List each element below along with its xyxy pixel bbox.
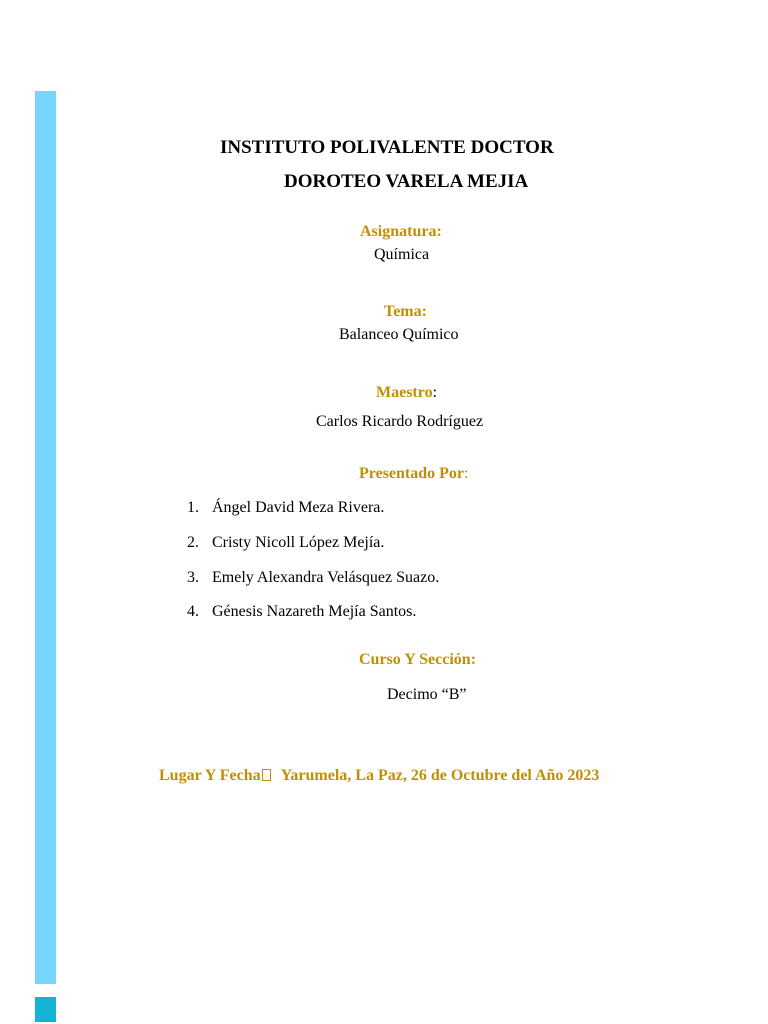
lugar-value: Yarumela, La Paz, 26 de Octubre del Año 2023 xyxy=(280,767,600,784)
presentado-heading xyxy=(359,466,468,482)
student-name: Ángel David Meza Rivera. xyxy=(212,499,385,516)
list-item xyxy=(187,535,384,551)
presentado-label: Presentado Por xyxy=(359,465,465,482)
tema-value: Balanceo Químico xyxy=(339,326,459,343)
asignatura-value: Química xyxy=(374,246,430,263)
maestro-colon: : xyxy=(432,384,438,401)
missing-glyph-icon xyxy=(262,769,271,781)
list-item xyxy=(187,570,439,586)
list-item xyxy=(187,500,384,516)
curso-label: Curso Y Sección: xyxy=(359,651,477,668)
title-line-1: INSTITUTO POLIVALENTE DOCTOR xyxy=(220,137,554,158)
lugar-line xyxy=(159,768,599,784)
student-name: Génesis Nazareth Mejía Santos. xyxy=(212,603,417,620)
maestro-heading xyxy=(376,385,437,401)
curso-value: Decimo “B” xyxy=(387,686,467,703)
lugar-label: Lugar Y Fecha xyxy=(159,767,261,784)
maestro-value: Carlos Ricardo Rodríguez xyxy=(316,413,484,430)
title-line-2: DOROTEO VARELA MEJIA xyxy=(284,171,529,192)
student-name: Cristy Nicoll López Mejía. xyxy=(212,534,385,551)
asignatura-label: Asignatura: xyxy=(360,223,442,240)
student-name: Emely Alexandra Velásquez Suazo. xyxy=(212,569,440,586)
list-number: 3. xyxy=(187,569,199,586)
list-item xyxy=(187,604,416,620)
decorative-side-block xyxy=(35,997,56,1022)
list-number: 2. xyxy=(187,534,199,551)
list-number: 1. xyxy=(187,499,199,516)
presentado-colon: : xyxy=(464,465,469,482)
decorative-side-bar xyxy=(35,91,56,984)
tema-label: Tema: xyxy=(384,303,427,320)
list-number: 4. xyxy=(187,603,199,620)
maestro-label: Maestro xyxy=(376,384,433,401)
